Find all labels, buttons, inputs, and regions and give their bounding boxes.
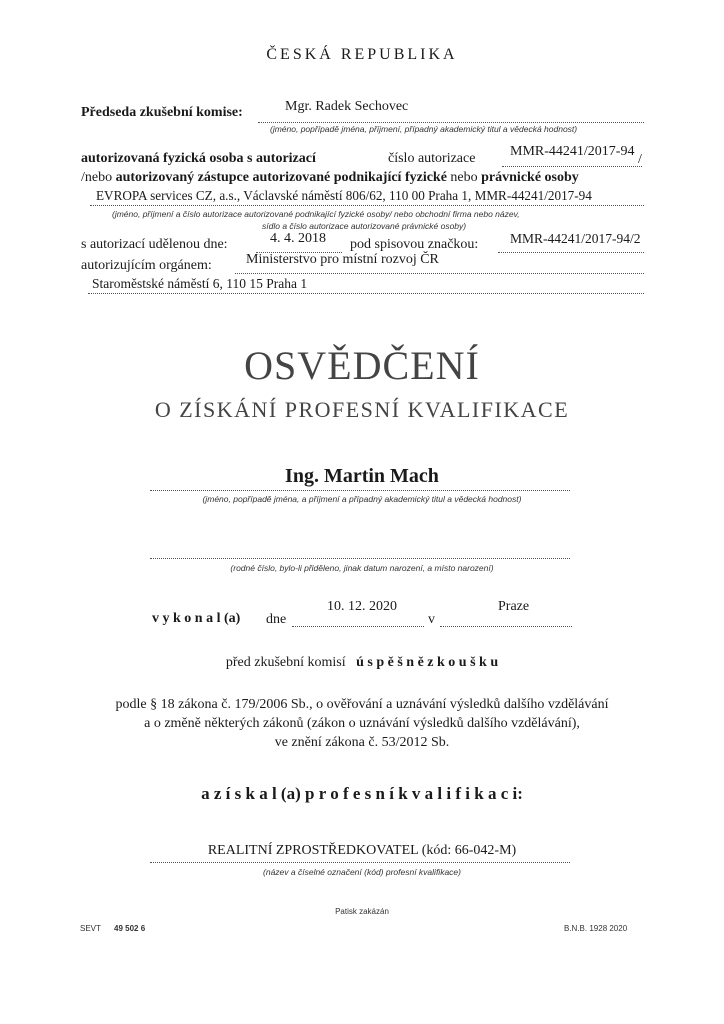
authorization-number-value: MMR-44241/2017-94 [510,144,635,159]
chair-value: Mgr. Radek Sechovec [285,99,409,114]
authority-dotted-line [235,273,644,274]
country-heading: ČESKÁ REPUBLIKA [266,46,458,63]
place-value: Praze [498,599,530,614]
authority-value: Ministerstvo pro místní rozvoj ČR [246,252,439,267]
footer-left-number: 49 502 6 [114,924,146,933]
qualification-value: REALITNÍ ZPROSTŘEDKOVATEL (kód: 66-042-M) [207,843,517,858]
footer-left-code: SEVT [80,924,101,933]
rep-bold-2: právnické osoby [481,170,579,185]
place-label: v [428,612,435,627]
place-dotted-line [440,626,572,627]
authorized-person-label: autorizovaná fyzická osoba s autorizací [81,151,316,166]
reprint-notice: Patisk zakázán [335,907,389,916]
entity-value: EVROPA services CZ, a.s., Václavské náměstí 806/62, 110 00 Praha 1, MMR-44241/2017-94 [96,188,592,203]
birth-note: (rodné číslo, bylo-li přiděleno, jinak datum narození, a místo narození) [230,563,494,573]
rep-prefix: /nebo [81,170,113,185]
rep-mid: nebo [450,170,478,185]
date-dotted-line [292,626,424,627]
authorization-number-label: číslo autorizace [388,151,476,166]
authorization-number-slash: / [638,152,642,167]
rep-bold-1: autorizovaný zástupce autorizované podnikající fyzické [115,170,447,185]
exam-text: ú s p ě š n ě z k o u š k u [356,655,499,670]
exam-line [0,655,724,671]
authority-label: autorizujícím orgánem: [81,258,212,273]
passed-label: v y k o n a l (a) [152,611,241,626]
law-line-2: a o změně některých zákonů (zákon o uznávání výsledků dalšího vzdělávání), [144,716,580,731]
date-value: 10. 12. 2020 [327,599,397,614]
date-label: dne [266,612,287,627]
representative-line [81,170,579,186]
holder-dotted-line [150,490,570,491]
chair-note: (jméno, popřípadě jména, příjmení, případný akademický titul a vědecká hodnost) [270,124,578,134]
holder-note: (jméno, popřípadě jména, a příjmení a případný akademický titul a vědecká hodnost) [202,494,522,504]
file-label: pod spisovou značkou: [350,237,479,252]
holder-name: Ing. Martin Mach [285,465,439,487]
birth-dotted-line [150,558,570,559]
certificate-title: OSVĚDČENÍ [244,343,480,388]
authority-address-dotted-line [88,293,644,294]
entity-dotted-line [90,205,644,206]
granted-label: s autorizací udělenou dne: [81,237,228,252]
entity-note-1: (jméno, příjmení a číslo autorizace autorizované podnikající fyzické osoby/ nebo obchodní firma nebo název, [112,209,520,219]
authority-address: Staroměstské náměstí 6, 110 15 Praha 1 [92,276,308,291]
commission-text: před zkušební komisí [225,655,346,670]
law-line-1: podle § 18 zákona č. 179/2006 Sb., o ověřování a uznávání výsledků dalšího vzdělávání [115,697,609,712]
certificate-subtitle: O ZÍSKÁNÍ PROFESNÍ KVALIFIKACE [154,397,570,422]
chair-dotted-line [258,122,644,123]
acquired-text: a z í s k a l (a) p r o f e s n í k v a l i f i k a c i: [201,784,523,803]
chair-label: Předseda zkušební komise: [81,105,243,120]
granted-value: 4. 4. 2018 [270,231,326,246]
footer-right-code: B.N.B. 1928 2020 [564,924,628,933]
qualification-note: (název a číselné označení (kód) profesní kvalifikace) [263,867,461,877]
file-dotted-line [498,252,644,253]
file-value: MMR-44241/2017-94/2 [510,231,641,246]
authorization-number-dotted-line [502,166,642,167]
qualification-dotted-line [150,862,570,863]
law-line-3: ve znění zákona č. 53/2012 Sb. [274,735,450,750]
entity-note-2: sídlo a číslo autorizace autorizované právnické osoby) [262,221,467,231]
